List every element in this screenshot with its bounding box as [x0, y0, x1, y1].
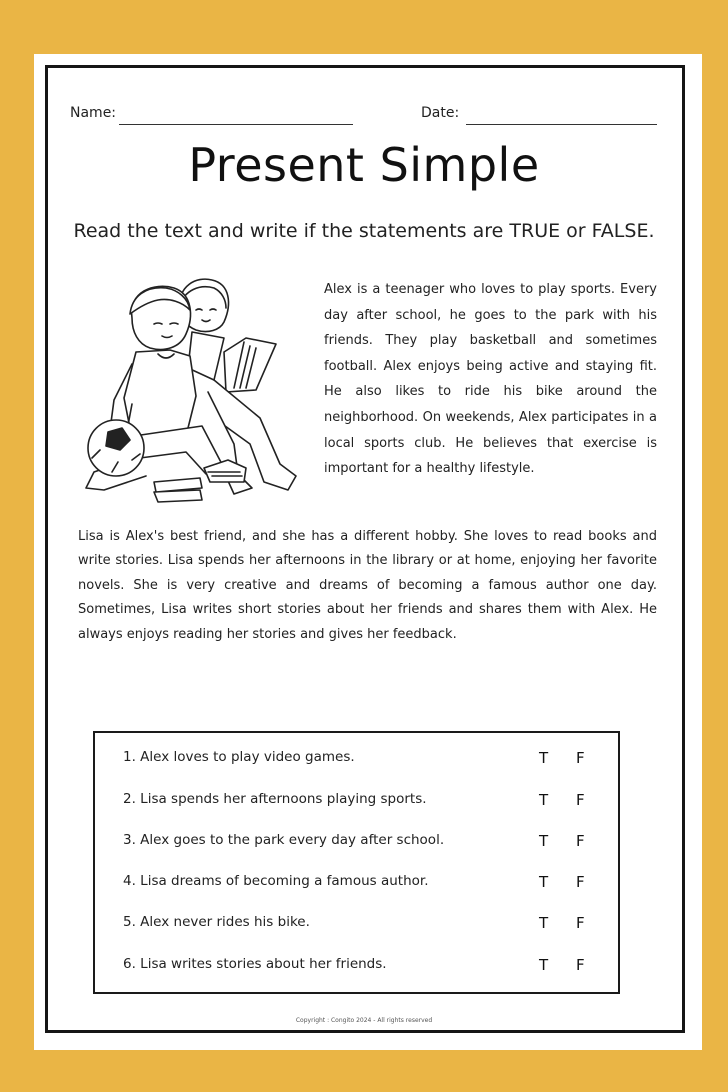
copyright-notice: Copyright : Congito 2024 - All rights reserved: [295, 1017, 433, 1024]
instruction-text: Read the text and write if the statements are TRUE or FALSE.: [73, 220, 655, 242]
page-title: Present Simple: [188, 138, 540, 192]
statement-1: 1. Alex loves to play video games.: [123, 749, 355, 765]
date-label: Date:: [421, 105, 460, 121]
kids-reading-illustration: [74, 268, 314, 510]
statement-4: 4. Lisa dreams of becoming a famous author.: [123, 873, 429, 889]
statement-2-false[interactable]: F: [576, 791, 585, 809]
statement-3: 3. Alex goes to the park every day after school.: [123, 832, 445, 848]
statement-5-false[interactable]: F: [576, 914, 585, 932]
true-false-box: [93, 731, 620, 994]
statement-4-false[interactable]: F: [576, 873, 585, 891]
statement-5-true[interactable]: T: [539, 914, 549, 932]
statement-1-true[interactable]: T: [539, 749, 549, 767]
statement-3-false[interactable]: F: [576, 832, 585, 850]
name-label: Name:: [70, 105, 117, 121]
statement-3-true[interactable]: T: [539, 832, 549, 850]
statement-1-false[interactable]: F: [576, 749, 585, 767]
statement-5: 5. Alex never rides his bike.: [123, 914, 310, 930]
statement-6-false[interactable]: F: [576, 956, 585, 974]
statement-2: 2. Lisa spends her afternoons playing sports.: [123, 791, 427, 807]
statement-6-true[interactable]: T: [539, 956, 549, 974]
statement-2-true[interactable]: T: [539, 791, 549, 809]
statement-4-true[interactable]: T: [539, 873, 549, 891]
statement-6: 6. Lisa writes stories about her friends.: [123, 956, 387, 972]
date-field[interactable]: [466, 124, 657, 125]
name-field[interactable]: [119, 124, 353, 125]
story-paragraph-alex: Alex is a teenager who loves to play sports. Every day after school, he goes to the park with his friends. They play basketball and sometimes football. Alex enjoys being active and staying fit. He also likes to ride his bike around the neighborhood. On weekends, Alex participates in a local sports club. He believes that exercise is important for a healthy lifestyle.: [324, 282, 657, 477]
story-paragraph-lisa: Lisa is Alex's best friend, and she has a different hobby. She loves to read books and write stories. Lisa spends her afternoons in the library or at home, enjoying her favorite novels. She is very creative and dreams of becoming a famous author one day. Sometimes, Lisa writes short stories about her friends and shares them with Alex. He always enjoys reading her stories and gives her feedback.: [78, 529, 657, 642]
